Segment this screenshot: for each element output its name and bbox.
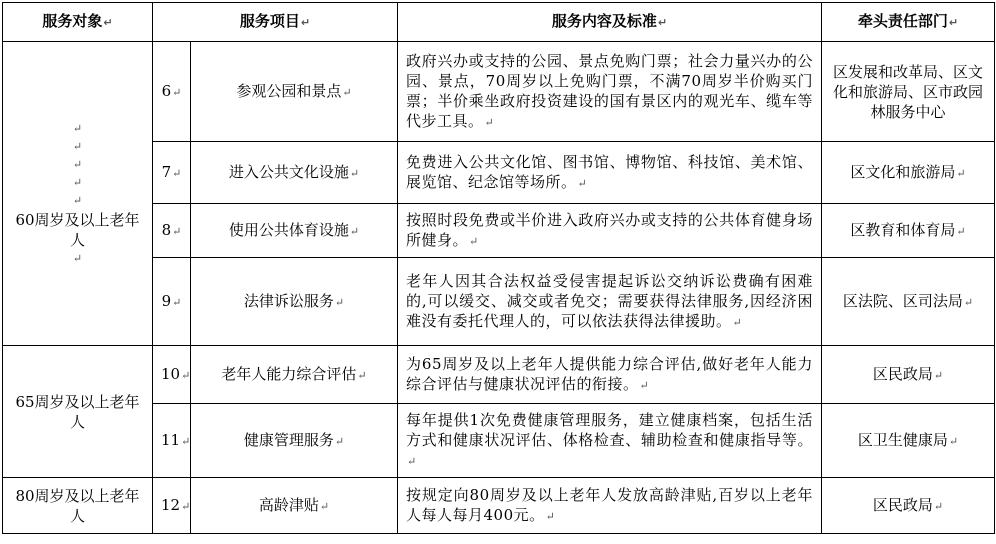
target-cell-60: ↵ ↵ ↵ ↵ ↵ 60周岁及以上老年人 ↵: [3, 42, 153, 346]
header-target: 服务对象↵: [3, 3, 153, 42]
lead-department: 区民政局↵: [822, 478, 995, 534]
service-item: 参观公园和景点↵: [191, 42, 398, 142]
service-content: 老年人因其合法权益受侵害提起诉讼交纳诉讼费确有困难的,可以缓交、减交或者免交；需要获得法律服务,因经济困难没有委托代理人的，可以依法获得法律援助。↵: [398, 258, 822, 346]
lead-department: 区教育和体育局↵: [822, 204, 995, 258]
service-content: 每年提供1次免费健康管理服务，建立健康档案，包括生活方式和健康状况评估、体格检查、辅助检查和健康指导等。↵: [398, 404, 822, 478]
row-number: 7↵: [153, 142, 191, 204]
service-content: 按照时段免费或半价进入政府兴办或支持的公共体育健身场所健身。↵: [398, 204, 822, 258]
services-table: [2, 2, 995, 534]
row-number: 11↵: [153, 404, 191, 478]
service-content: 免费进入公共文化馆、图书馆、博物馆、科技馆、美术馆、展览馆、纪念馆等场所。↵: [398, 142, 822, 204]
service-item: 老年人能力综合评估↵: [191, 346, 398, 404]
row-number: 12↵: [153, 478, 191, 534]
table-row: [3, 478, 995, 534]
service-item: 使用公共体育设施↵: [191, 204, 398, 258]
row-number: 8↵: [153, 204, 191, 258]
service-item: 法律诉讼服务↵: [191, 258, 398, 346]
row-number: 10↵: [153, 346, 191, 404]
target-cell-65: 65周岁及以上老年人: [3, 346, 153, 478]
header-row: [3, 3, 995, 42]
header-dept: 牵头责任部门↵: [822, 3, 995, 42]
service-item: 高龄津贴↵: [191, 478, 398, 534]
service-content: 政府兴办或支持的公园、景点免购门票；社会力量兴办的公园、景点，70周岁以上免购门票，不满70周岁半价购买门票；半价乘坐政府投资建设的国有景区内的观光车、缆车等代步工具。↵: [398, 42, 822, 142]
service-content: 为65周岁及以上老年人提供能力综合评估,做好老年人能力综合评估与健康状况评估的衔接。↵: [398, 346, 822, 404]
lead-department: 区法院、区司法局↵: [822, 258, 995, 346]
lead-department: 区发展和改革局、区文化和旅游局、区市政园林服务中心: [822, 42, 995, 142]
table-row: [3, 42, 995, 142]
row-number: 9↵: [153, 258, 191, 346]
header-item: 服务项目↵: [153, 3, 398, 42]
service-content: 按规定向80周岁及以上老年人发放高龄津贴,百岁以上老年人每人每月400元。↵: [398, 478, 822, 534]
row-number: 6↵: [153, 42, 191, 142]
lead-department: 区文化和旅游局↵: [822, 142, 995, 204]
lead-department: 区卫生健康局↵: [822, 404, 995, 478]
service-item: 进入公共文化设施↵: [191, 142, 398, 204]
header-content: 服务内容及标准↵: [398, 3, 822, 42]
service-item: 健康管理服务↵: [191, 404, 398, 478]
table-row: [3, 346, 995, 404]
lead-department: 区民政局↵: [822, 346, 995, 404]
target-cell-80: 80周岁及以上老年人: [3, 478, 153, 534]
